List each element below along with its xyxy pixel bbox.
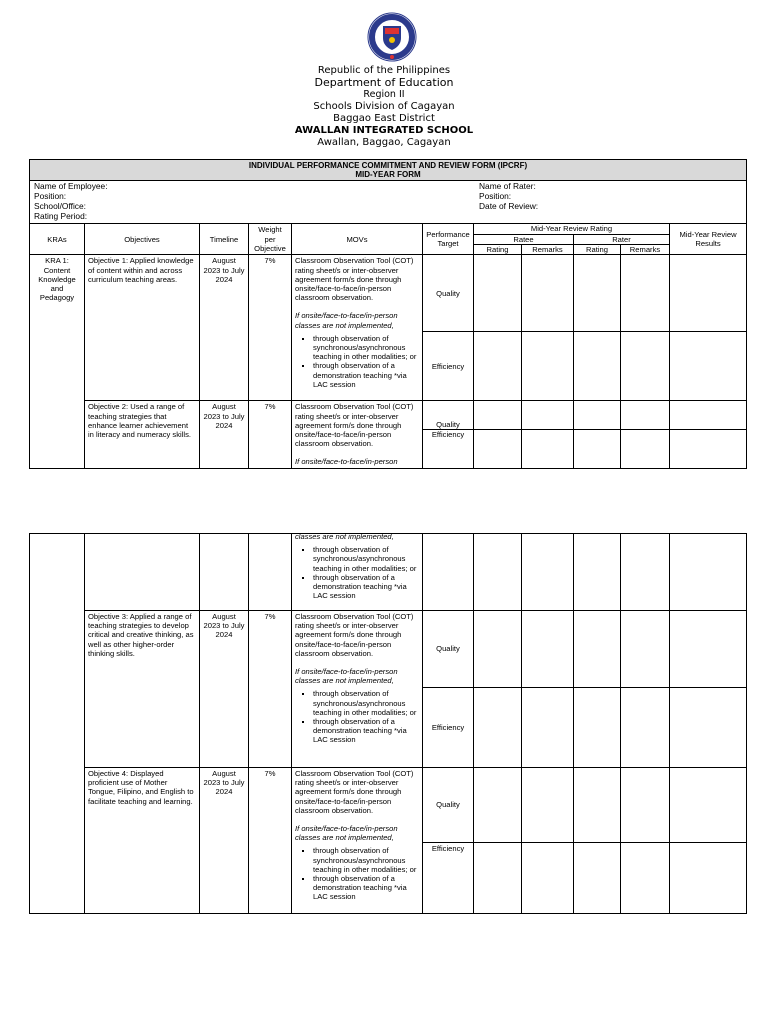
- target-efficiency: Efficiency: [423, 688, 474, 768]
- col-kras: KRAs: [30, 224, 85, 255]
- deped-seal-icon: [367, 12, 417, 62]
- date-of-review-label: Date of Review:: [479, 201, 539, 211]
- col-weight: Weight per Objective: [249, 224, 292, 255]
- remarks-cell[interactable]: [621, 768, 670, 843]
- rater-position-label: Position:: [479, 191, 512, 201]
- remarks-cell[interactable]: [522, 430, 574, 469]
- objective-1-text: Objective 1: Applied knowledge of content within and across curriculum teaching areas.: [85, 255, 200, 401]
- remarks-cell[interactable]: [522, 255, 574, 332]
- rating-cell[interactable]: [474, 255, 522, 332]
- objective-2-movs: [292, 401, 423, 469]
- rating-cell[interactable]: [574, 843, 621, 914]
- objective-2-timeline: August 2023 to July 2024: [200, 401, 249, 469]
- remarks-cell[interactable]: [621, 534, 670, 611]
- target-efficiency: Efficiency: [423, 332, 474, 401]
- republic-line: Republic of the Philippines: [317, 65, 451, 76]
- remarks-cell[interactable]: [522, 332, 574, 401]
- mov-if-not: If onsite/face-to-face/in-person classes are not implemented,: [295, 311, 398, 330]
- school-office-label: School/Office:: [34, 201, 86, 211]
- remarks-cell[interactable]: [522, 843, 574, 914]
- rating-period-label: Rating Period:: [34, 211, 88, 221]
- objective-4-text: Objective 4: Displayed proficient use of Mother Tongue, Filipino, and English to facilitate teaching and learning.: [85, 768, 200, 914]
- mov-bullet-2: ▪ through observation of a demonstration teaching *via LAC session: [313, 361, 419, 389]
- target-efficiency: Efficiency: [423, 843, 474, 914]
- results-cell[interactable]: [670, 255, 747, 332]
- objective-2-text: Objective 2: Used a range of teaching strategies that enhance learner achievement in literacy and numeracy skills.: [85, 401, 200, 469]
- school-address: Awallan, Baggao, Cagayan: [317, 137, 451, 148]
- ipcrf-table-part2: [29, 533, 747, 914]
- col-mid-year-review: Mid-Year Review Rating: [474, 224, 670, 235]
- rating-cell[interactable]: [474, 332, 522, 401]
- rating-cell[interactable]: [574, 255, 621, 332]
- objective-2-movs-continued: [292, 534, 423, 611]
- rating-cell[interactable]: [474, 688, 522, 768]
- target-efficiency: Efficiency: [423, 430, 474, 469]
- col-ratee-remarks: Remarks: [522, 245, 574, 255]
- mov-main: Classroom Observation Tool (COT) rating sheet/s or inter-observer agreement form/s done through onsite/face-to-face/in-person classroom observation.: [295, 769, 414, 815]
- results-cell[interactable]: [670, 611, 747, 688]
- remarks-cell[interactable]: [621, 401, 670, 430]
- col-objectives: Objectives: [85, 224, 200, 255]
- remarks-cell[interactable]: [522, 534, 574, 611]
- remarks-cell[interactable]: [621, 611, 670, 688]
- remarks-cell[interactable]: [522, 688, 574, 768]
- mov-if-not-part2: classes are not implemented,: [295, 533, 394, 541]
- remarks-cell[interactable]: [621, 688, 670, 768]
- remarks-cell[interactable]: [621, 332, 670, 401]
- col-movs: MOVs: [292, 224, 423, 255]
- mov-bullet-1: ▪ through observation of synchronous/asynchronous teaching in other modalities; or: [313, 846, 419, 874]
- objective-3-weight: 7%: [249, 611, 292, 768]
- remarks-cell[interactable]: [522, 401, 574, 430]
- target-continued: [423, 534, 474, 611]
- mov-if-not: If onsite/face-to-face/in-person classes are not implemented,: [295, 824, 398, 843]
- results-cell[interactable]: [670, 401, 747, 430]
- form-subtitle: MID-YEAR FORM: [355, 170, 421, 179]
- objective-3-movs: [292, 611, 423, 768]
- results-cell[interactable]: [670, 843, 747, 914]
- results-cell[interactable]: [670, 534, 747, 611]
- rating-cell[interactable]: [574, 611, 621, 688]
- col-performance-target: Performance Target: [423, 224, 474, 255]
- division-line: Schools Division of Cagayan: [313, 101, 455, 112]
- rating-cell[interactable]: [574, 332, 621, 401]
- remarks-cell[interactable]: [621, 430, 670, 469]
- rating-cell[interactable]: [574, 688, 621, 768]
- results-cell[interactable]: [670, 430, 747, 469]
- name-of-employee-label: Name of Employee:: [34, 181, 108, 191]
- mov-bullet-1: ▪ through observation of synchronous/asynchronous teaching in other modalities; or: [313, 545, 419, 573]
- col-rater-rating: Rating: [574, 245, 621, 255]
- col-timeline: Timeline: [200, 224, 249, 255]
- mov-if-not: If onsite/face-to-face/in-person classes are not implemented,: [295, 667, 398, 686]
- school-name: AWALLAN INTEGRATED SCHOOL: [294, 125, 474, 136]
- objective-1-weight: 7%: [249, 255, 292, 401]
- remarks-cell[interactable]: [522, 768, 574, 843]
- rating-cell[interactable]: [474, 401, 522, 430]
- rating-cell[interactable]: [474, 430, 522, 469]
- objective-3-timeline: August 2023 to July 2024: [200, 611, 249, 768]
- remarks-cell[interactable]: [621, 843, 670, 914]
- objective-4-movs: [292, 768, 423, 914]
- objective-3-text: Objective 3: Applied a range of teaching strategies to develop critical and creative thinking, as well as other higher-order thinking skills.: [85, 611, 200, 768]
- target-quality: Quality: [423, 768, 474, 843]
- rating-cell[interactable]: [574, 534, 621, 611]
- kra-1-cell: KRA 1: Content Knowledge and Pedagogy: [30, 255, 85, 469]
- mov-bullet-2: ▪ through observation of a demonstration teaching *via LAC session: [313, 874, 419, 902]
- target-quality: Quality: [423, 255, 474, 332]
- results-cell[interactable]: [670, 332, 747, 401]
- name-of-rater-label: Name of Rater:: [479, 181, 536, 191]
- mov-main: Classroom Observation Tool (COT) rating sheet/s or inter-observer agreement form/s done through onsite/face-to-face/in-person classroom observation.: [295, 402, 414, 449]
- rating-cell[interactable]: [474, 768, 522, 843]
- col-rater-remarks: Remarks: [621, 245, 670, 255]
- rating-cell[interactable]: [474, 611, 522, 688]
- ipcrf-table-part1: [29, 159, 747, 469]
- rating-cell[interactable]: [574, 401, 621, 430]
- target-quality: Quality: [423, 611, 474, 688]
- rating-cell[interactable]: [474, 534, 522, 611]
- form-title-cell: [30, 160, 747, 181]
- mov-main: Classroom Observation Tool (COT) rating sheet/s or inter-observer agreement form/s done through onsite/face-to-face/in-person classroom observation.: [295, 612, 414, 658]
- mov-bullet-1: ▪ through observation of synchronous/asynchronous teaching in other modalities; or: [313, 334, 419, 362]
- weight-continued: [249, 534, 292, 611]
- results-cell[interactable]: [670, 768, 747, 843]
- target-quality: Quality: [423, 401, 474, 430]
- mov-main: Classroom Observation Tool (COT) rating sheet/s or inter-observer agreement form/s done through onsite/face-to-face/in-person classroom observation.: [295, 256, 414, 303]
- objective-1-movs: [292, 255, 423, 401]
- mov-if-not-part1: If onsite/face-to-face/in-person: [295, 457, 398, 467]
- employee-info: [30, 181, 747, 224]
- kra-1-continued: [30, 534, 85, 914]
- position-label: Position:: [34, 191, 67, 201]
- remarks-cell[interactable]: [522, 611, 574, 688]
- col-review-results: Mid-Year Review Results: [670, 224, 747, 255]
- department-line: Department of Education: [314, 76, 454, 89]
- timeline-continued: [200, 534, 249, 611]
- objective-2-weight: 7%: [249, 401, 292, 469]
- objective-4-weight: 7%: [249, 768, 292, 914]
- col-ratee: Ratee: [474, 235, 574, 245]
- remarks-cell[interactable]: [621, 255, 670, 332]
- form-title: INDIVIDUAL PERFORMANCE COMMITMENT AND REVIEW FORM (IPCRF): [248, 161, 528, 170]
- objective-1-timeline: August 2023 to July 2024: [200, 255, 249, 401]
- district-line: Baggao East District: [333, 113, 435, 124]
- mov-bullet-2: ▪ through observation of a demonstration teaching *via LAC session: [313, 573, 419, 601]
- mov-bullet-2: ▪ through observation of a demonstration teaching *via LAC session: [313, 717, 419, 745]
- objective-2-continued: [85, 534, 200, 611]
- results-cell[interactable]: [670, 688, 747, 768]
- rating-cell[interactable]: [474, 843, 522, 914]
- letterhead: [0, 65, 768, 149]
- objective-4-timeline: August 2023 to July 2024: [200, 768, 249, 914]
- col-ratee-rating: Rating: [474, 245, 522, 255]
- region-line: Region II: [363, 89, 405, 100]
- rating-cell[interactable]: [574, 430, 621, 469]
- col-rater: Rater: [574, 235, 670, 245]
- rating-cell[interactable]: [574, 768, 621, 843]
- mov-bullet-1: ▪ through observation of synchronous/asynchronous teaching in other modalities; or: [313, 689, 419, 717]
